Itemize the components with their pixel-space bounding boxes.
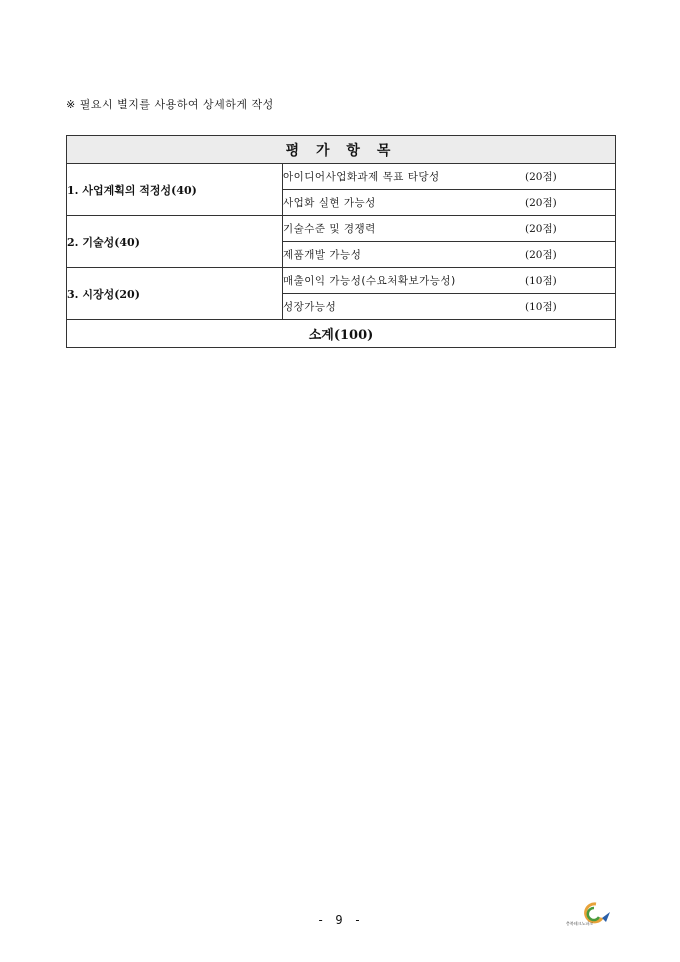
category-cell: 2. 기술성(40) (67, 216, 283, 268)
table-row (67, 164, 616, 190)
category-cell: 1. 사업계획의 적정성(40) (67, 164, 283, 216)
table-header-row (67, 136, 616, 164)
table-row (67, 268, 616, 294)
logo-text: 충북테크노파크 (566, 921, 594, 926)
item-points: (20점) (525, 249, 557, 261)
total-cell: 소계(100) (67, 320, 616, 348)
item-points: (20점) (525, 171, 557, 183)
item-cell (283, 268, 616, 294)
item-cell (283, 164, 616, 190)
item-cell (283, 294, 616, 320)
item-points: (10점) (525, 301, 557, 313)
item-label: 성장가능성 (283, 301, 337, 313)
item-points: (10점) (525, 275, 557, 287)
item-cell (283, 242, 616, 268)
item-label: 제품개발 가능성 (283, 249, 362, 261)
total-row (67, 320, 616, 348)
page-number: - 9 - (316, 913, 364, 927)
item-points: (20점) (525, 197, 557, 209)
item-label: 사업화 실현 가능성 (283, 197, 376, 209)
instruction-note: ※ 필요시 별지를 사용하여 상세하게 작성 (66, 98, 274, 111)
evaluation-table (66, 135, 616, 348)
item-label: 매출이익 가능성(수요처확보가능성) (283, 275, 456, 287)
table-row (67, 216, 616, 242)
category-cell: 3. 시장성(20) (67, 268, 283, 320)
item-cell (283, 190, 616, 216)
table-header: 평 가 항 목 (67, 136, 616, 164)
item-points: (20점) (525, 223, 557, 235)
item-label: 아이디어사업화과제 목표 타당성 (283, 171, 440, 183)
item-label: 기술수준 및 경쟁력 (283, 223, 376, 235)
item-cell (283, 216, 616, 242)
